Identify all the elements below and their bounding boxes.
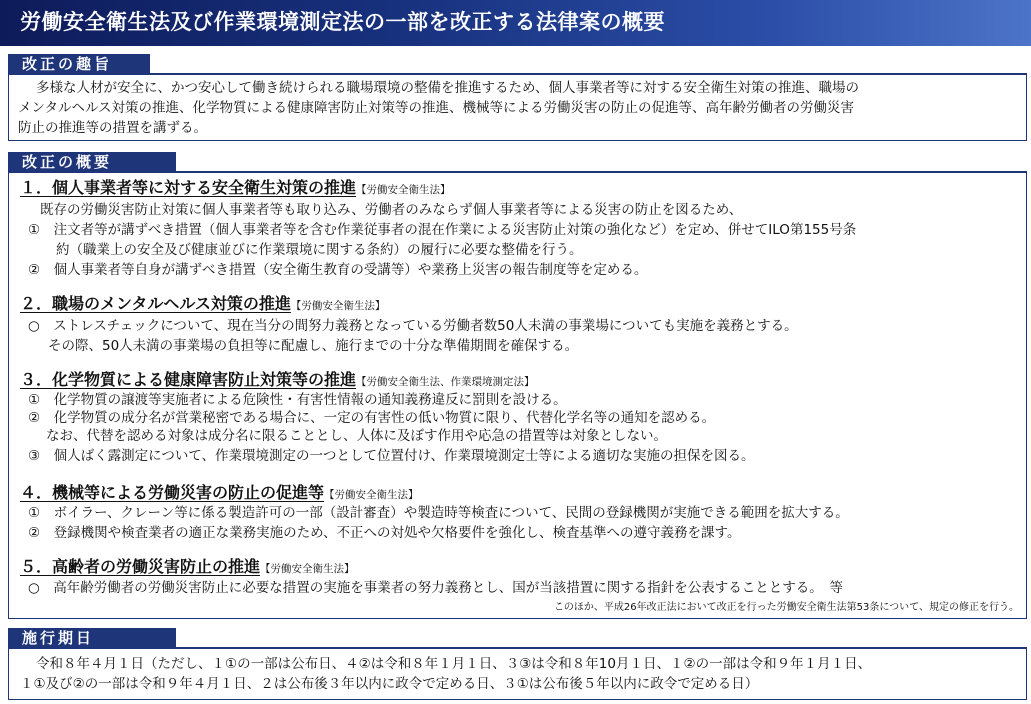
overview-item-title: ５．高齢者の労働災害防止の推進 [20,557,261,576]
purpose-line: 防止の推進等の措置を講ずる。 [18,120,207,136]
effective-line: １①及び②の一部は令和９年４月１日、２は公布後３年以内に政令で定める日、３①は公布後５年以内に政令で定める日） [20,676,759,692]
title-bar [0,0,1031,46]
overview-item-line: ① 化学物質の譲渡等実施者による危険性・有害性情報の通知義務違反に罰則を設ける。 [28,392,567,408]
overview-item-heading [20,294,385,316]
effective-line: 令和８年４月１日（ただし、１①の一部は公布日、４②は令和８年１月１日、３③は令和８年10月１日、１②の一部は令和９年１月１日、 [36,656,872,672]
overview-item-line: その際、50人未満の事業場の負担等に配慮し、施行までの十分な準備期間を確保する。 [48,338,579,354]
overview-item-title: １．個人事業者等に対する安全衛生対策の推進 [20,178,357,197]
section-label-overview: 改正の概要 [8,152,176,173]
overview-item-line: ③ 個人ばく露測定について、作業環境測定の一つとして位置付け、作業環境測定士等による適切な実施の担保を図る。 [28,448,755,464]
overview-item-law: 【労働安全衛生法】 [356,184,451,196]
overview-item-line: ○ ストレスチェックについて、現在当分の間努力義務となっている労働者数50人未満の事業場についても実施を義務とする。 [28,318,798,334]
overview-item-law: 【労働安全衛生法】 [324,489,419,501]
overview-item-title: ２．職場のメンタルヘルス対策の推進 [20,294,291,313]
overview-item-line: 既存の労働災害防止対策に個人事業者等も取り込み、労働者のみならず個人事業者等による災害の防止を図るため、 [40,202,743,218]
overview-item-law: 【労働安全衛生法、作業環境測定法】 [356,376,535,388]
overview-item-line: ① ボイラー、クレーン等に係る製造許可の一部（設計審査）や製造時等検査について、民間の登録機関が実施できる範囲を拡大する。 [28,505,849,521]
overview-item-law: 【労働安全衛生法】 [260,563,355,575]
overview-item-law: 【労働安全衛生法】 [290,300,386,312]
overview-item-line: ① 注文者等が講ずべき措置（個人事業者等を含む作業従事者の混在作業による災害防止対策の強化など）を定め、併せてILO第155号条 [28,222,857,238]
overview-item-line: なお、代替を認める対象は成分名に限ることとし、人体に及ぼす作用や応急の措置等は対象としない。 [46,428,667,444]
overview-item-line: ② 登録機関や検査業者の適正な業務実施のため、不正への対処や欠格要件を強化し、検査基準への遵守義務を課す。 [28,525,741,541]
overview-item-heading [20,557,355,579]
overview-item-line: 約（職業上の安全及び健康並びに作業環境に関する条約）の履行に必要な整備を行う。 [56,242,583,258]
section-label-purpose: 改正の趣旨 [8,54,150,75]
section-label-effective: 施行期日 [8,628,176,649]
overview-item-heading [20,370,535,392]
overview-note: このほか、平成26年改正法において改正を行った労働安全衛生法第53条について、規定の修正を行う。 [553,602,1019,613]
overview-item-line: ② 化学物質の成分名が営業秘密である場合に、一定の有害性の低い物質に限り、代替化学名等の通知を認める。 [28,410,716,426]
overview-item-title: ４．機械等による労働災害の防止の促進等 [20,483,325,502]
overview-item-line: ○ 高年齢労働者の労働災害防止に必要な措置の実施を事業者の努力義務とし、国が当該措置に関する指針を公表することとする。 等 [28,580,844,596]
overview-item-heading [20,178,451,200]
page-title: 労働安全衛生法及び作業環境測定法の一部を改正する法律案の概要 [20,10,665,34]
overview-item-title: ３．化学物質による健康障害防止対策等の推進 [20,370,357,389]
overview-item-line: ② 個人事業者等自身が講ずべき措置（安全衛生教育の受講等）や業務上災害の報告制度等を定める。 [28,262,648,278]
purpose-line: 多様な人材が安全に、かつ安心して働き続けられる職場環境の整備を推進するため、個人事業者等に対する安全衛生対策の推進、職場の [36,80,859,96]
purpose-line: メンタルヘルス対策の推進、化学物質による健康障害防止対策等の推進、機械等による労働災害の防止の促進等、高年齢労働者の労働災害 [18,100,855,116]
overview-item-heading [20,483,419,505]
